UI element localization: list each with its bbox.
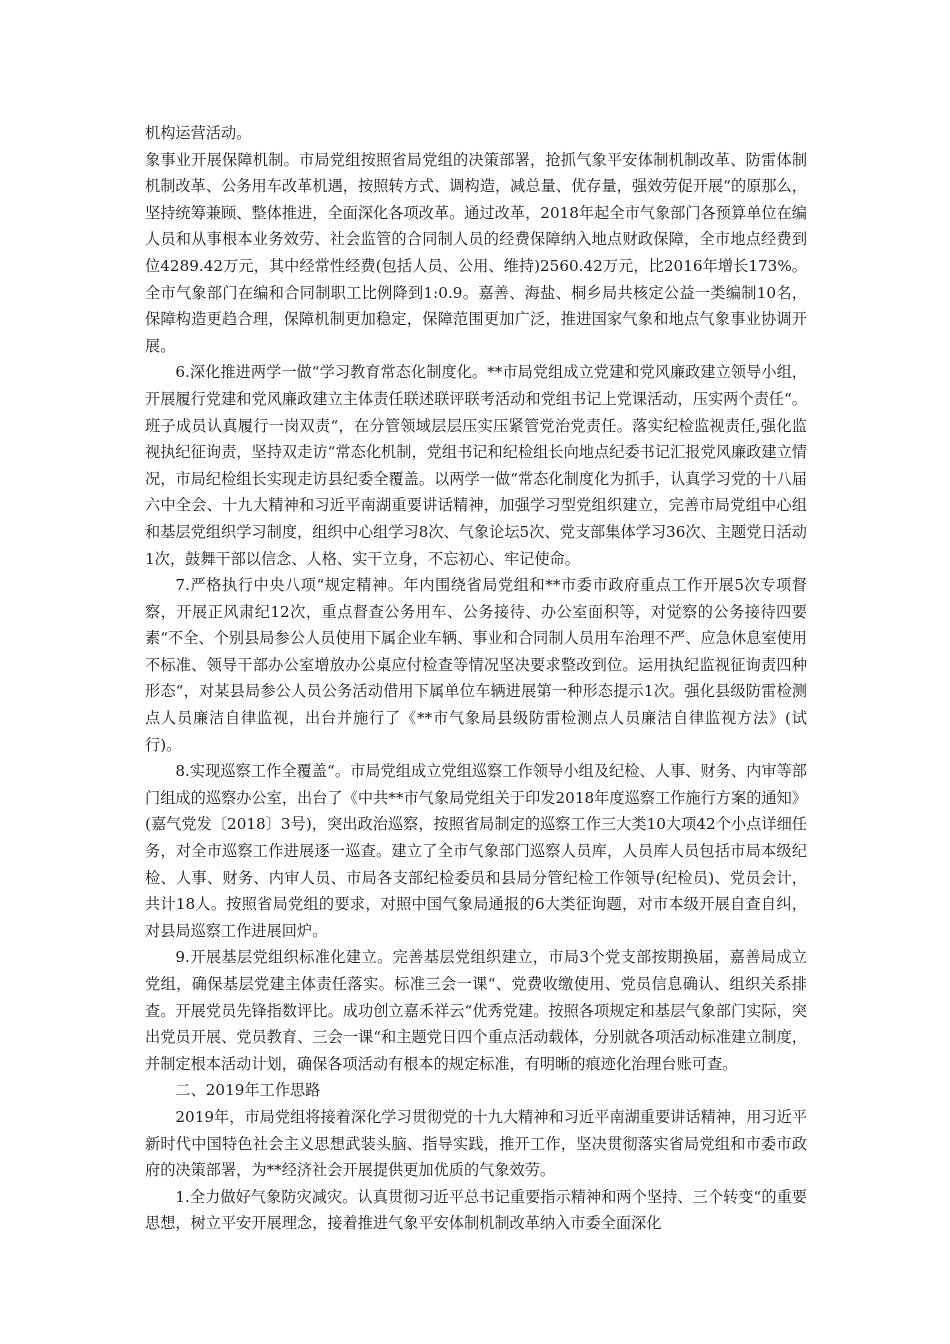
paragraph-1: 象事业开展保障机制。市局党组按照省局党组的决策部署，抢抓气象平安体制机制改革、防雷体制机制改革、公务用车改革机遇，按照转方式、调构造，减总量、优存量，强效劳促开展“的原那么，坚持统筹兼顾、整体推进，全面深化各项改革。通过改革，2018年起全市气象部门各预算单位在编人员和从事根本业务效劳、社会监管的合同制人员的经费保障纳入地点财政保障，全市地点经费到位4289.42万元，其中经常性经费(包括人员、公用、维持)2560.42万元，比2016年增长173%。全市气象部门在编和合同制职工比例降到1:0.9。嘉善、海盐、桐乡局共核定公益一类编制10名，保障构造更趋合理，保障机制更加稳定，保障范围更加广泛，推进国家气象和地点气象事业协调开展。 bbox=[145, 150, 807, 355]
paragraph-0: 机构运营活动。 bbox=[145, 124, 252, 142]
paragraph-2: 6.深化推进两学一做“学习教育常态化制度化。**市局党组成立党建和党风廉政建立领导小组，开展履行党建和党风廉政建立主体责任联述联评联考活动和党组书记上党课活动，压实两个责任“。班子成员认真履行一岗双责“，在分管领域层层压实压紧管党治党责任。落实纪检监视责任,强化监视执纪征询责，坚持双走访“常态化机制，党组书记和纪检组长向地点纪委书记汇报党风廉政建立情况，市局纪检组长实现走访县纪委全覆盖。以两学一做“常态化制度化为抓手，认真学习党的十八届六中全会、十九大精神和习近平南湖重要讲话精神，加强学习型党组织建立，完善市局党组中心组和基层党组织学习制度，组织中心组学习8次、气象论坛5次、党支部集体学习36次、主题党日活动1次，鼓舞干部以信念、人格、实干立身，不忘初心、牢记使命。 bbox=[145, 363, 807, 568]
paragraph-7: 2019年，市局党组将接着深化学习贯彻党的十九大精神和习近平南湖重要讲话精神，用习近平新时代中国特色社会主义思想武装头脑、指导实践，推开工作，坚决贯彻落实省局党组和市委市政府的决策部署，为**经济社会开展提供更加优质的气象效劳。 bbox=[145, 1107, 807, 1180]
paragraph-5: 9.开展基层党组织标准化建立。完善基层党组织建立，市局3个党支部按期换届，嘉善局成立党组，确保基层党建主体责任落实。标准三会一课“、党费收缴使用、党员信息确认、组织关系排查。开展党员先锋指数评比。成功创立嘉禾祥云“优秀党建。按照各项规定和基层气象部门实际，突出党员开展、党员教育、三会一课“和主题党日四个重点活动载体，分别就各项活动标准建立制度，并制定根本活动计划，确保各项活动有根本的规定标准，有明晰的痕迹化治理台账可查。 bbox=[145, 948, 807, 1073]
paragraph-3: 7.严格执行中央八项“规定精神。年内围绕省局党组和**市委市政府重点工作开展5次专项督察，开展正风肃纪12次，重点督查公务用车、公务接待、办公室面积等，对觉察的公务接待四要素“不全、个别县局参公人员使用下属企业车辆、事业和合同制人员用车治理不严、应急休息室使用不标准、领导干部办公室增放办公桌应付检查等情况坚决要求整改到位。运用执纪监视征询责四种形态“，对某县局参公人员公务活动借用下属单位车辆进展第一种形态提示1次。强化县级防雷检测点人员廉洁自律监视，出台并施行了《**市气象局县级防雷检测点人员廉洁自律监视方法》(试行)。 bbox=[145, 576, 807, 754]
document-body bbox=[145, 120, 807, 1237]
section-heading: 二、2019年工作思路 bbox=[175, 1081, 321, 1100]
paragraph-4: 8.实现巡察工作全覆盖“。市局党组成立党组巡察工作领导小组及纪检、人事、财务、内审等部门组成的巡察办公室，出台了《中共**市气象局党组关于印发2018年度巡察工作施行方案的通知》(嘉气党发〔2018〕3号)，突出政治巡察，按照省局制定的巡察工作三大类10大项42个小点详细任务，对全市巡察工作进展逐一巡查。建立了全市气象部门巡察人员库，人员库人员包括市局本级纪检、人事、财务、内审人员、市局各支部纪检委员和县局分管纪检工作领导(纪检员)、党员会计，共计18人。按照省局党组的要求，对照中国气象局通报的6大类征询题，对市本级开展自查自纠，对县局巡察工作进展回炉。 bbox=[145, 762, 807, 940]
paragraph-8: 1.全力做好气象防灾减灾。认真贯彻习近平总书记重要指示精神和两个坚持、三个转变“的重要思想，树立平安开展理念，接着推进气象平安体制机制改革纳入市委全面深化 bbox=[145, 1187, 807, 1233]
